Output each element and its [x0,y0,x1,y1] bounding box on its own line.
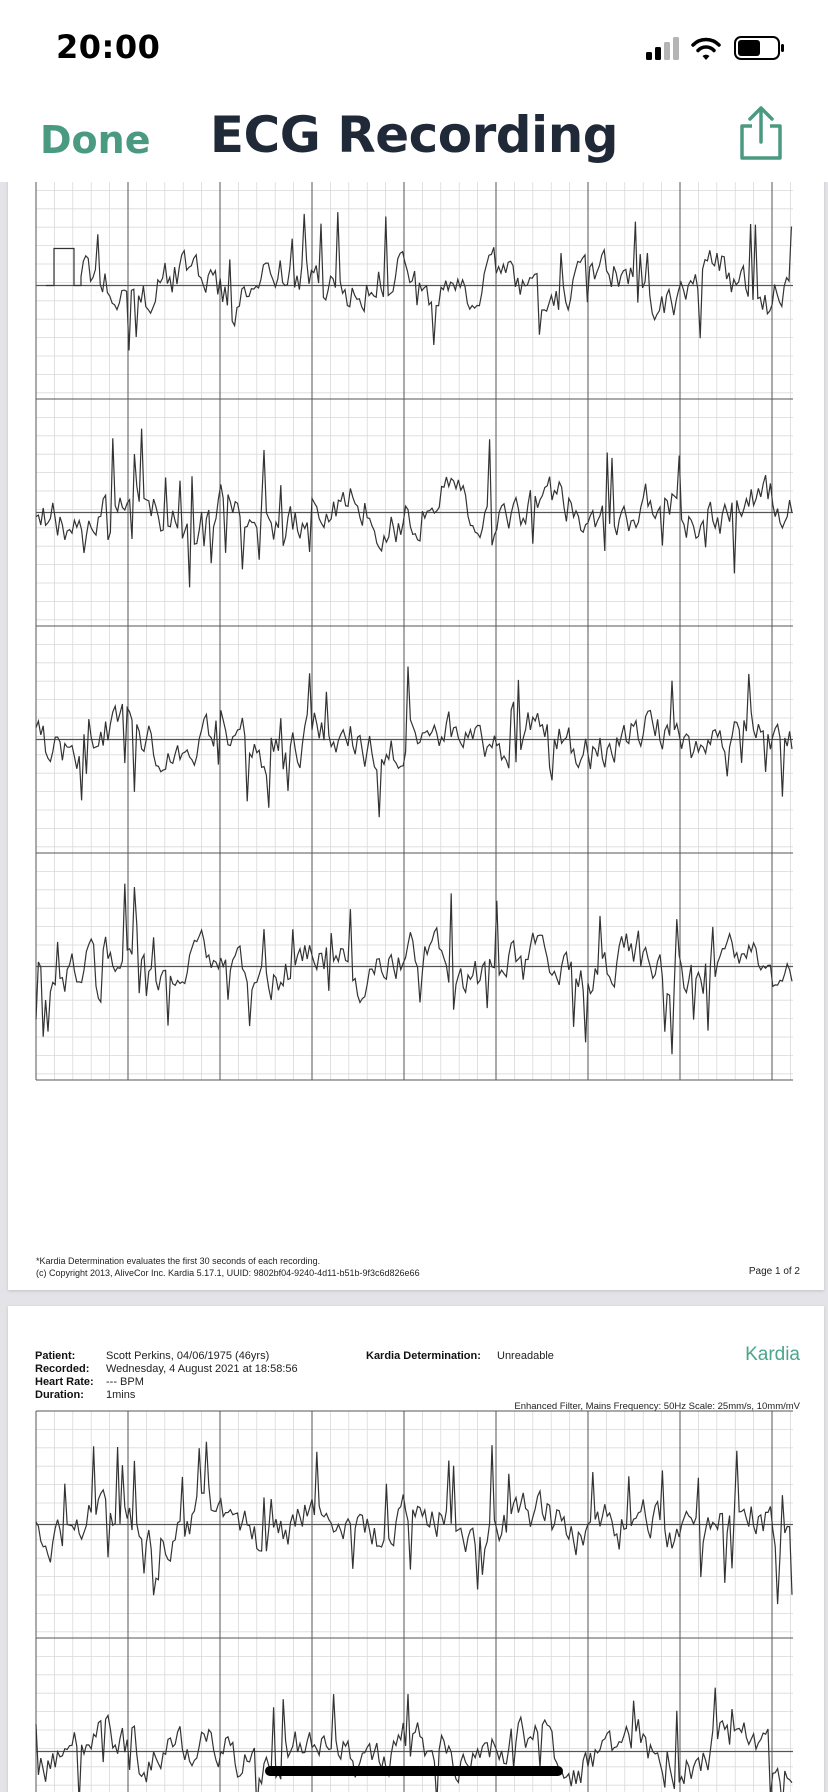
filter-info: Enhanced Filter, Mains Frequency: 50Hz Scale: 25mm/s, 10mm/mV [514,1401,800,1412]
recorded-label: Recorded: [35,1363,90,1375]
kardia-logo: Kardia [745,1344,800,1365]
patient-value: Scott Perkins, 04/06/1975 (46yrs) [106,1350,270,1362]
ecg-strip-p1-2-trace [36,429,792,588]
status-icons [644,34,794,62]
share-icon[interactable] [738,106,784,162]
ecg-strip-p2-1 [36,1411,793,1638]
status-bar [0,0,828,90]
footnote-copyright: (c) Copyright 2013, AliveCor Inc. Kardia 5.17.1, UUID: 9802bf04-9240-4d11-b51b-9f3c6d826e66 [36,1268,420,1278]
pdf-page-2 [8,1306,824,1792]
ecg-strip-p1-2 [36,399,793,626]
patient-label: Patient: [35,1350,76,1362]
ecg-strip-p2-2-trace [36,1688,792,1792]
page-title: ECG Recording [209,106,619,164]
duration-value: 1mins [106,1389,136,1401]
determination-value: Unreadable [497,1350,554,1362]
home-indicator[interactable] [265,1766,563,1776]
heart-rate-label: Heart Rate: [35,1376,94,1388]
heart-rate-value: --- BPM [106,1376,144,1388]
wifi-icon [693,39,719,60]
ecg-strip-p1-4-trace [36,884,792,1054]
nav-bar [0,92,828,182]
determination-label: Kardia Determination: [366,1350,481,1362]
battery-icon [735,37,784,59]
ecg-page-2-chart [8,1306,824,1792]
page-number: Page 1 of 2 [748,1266,800,1277]
done-button[interactable]: Done [40,118,151,162]
duration-label: Duration: [35,1389,84,1401]
ecg-strip-p1-3 [36,626,793,853]
ecg-page-1-chart [8,182,824,1290]
ecg-strip-p1-1 [36,182,793,399]
footnote-determination: *Kardia Determination evaluates the first 30 seconds of each recording. [36,1256,321,1266]
ecg-strip-p1-3-trace [36,667,792,818]
cellular-signal-icon [646,37,679,60]
pdf-page-1 [8,182,824,1290]
ecg-strip-p1-4 [36,853,793,1080]
pdf-viewer[interactable] [0,182,828,1792]
status-time: 20:00 [56,28,161,66]
recorded-value: Wednesday, 4 August 2021 at 18:58:56 [106,1363,298,1375]
